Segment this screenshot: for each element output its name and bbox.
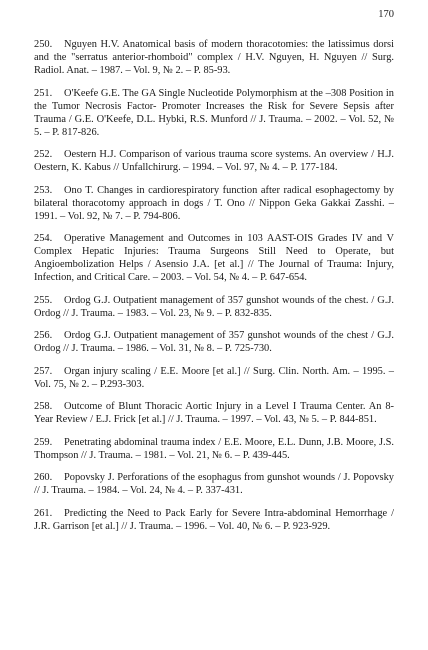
reference-number: 253. (34, 184, 53, 196)
reference-text: Ordog G.J. Outpatient management of 357 gunshot wounds of the chest. / G.J. Ordog // J. Trauma. – 1983. – Vol. 23, № 9. – P. 832-835. (34, 294, 394, 319)
reference-number: 258. (34, 401, 53, 412)
reference-item (34, 38, 394, 77)
reference-item (34, 87, 394, 139)
reference-number: 251. (34, 87, 53, 99)
reference-number: 250. (34, 39, 53, 50)
reference-number: 257. (34, 365, 53, 377)
reference-list (34, 38, 394, 542)
reference-number: 256. (34, 330, 53, 341)
reference-item (34, 184, 394, 223)
reference-item (34, 436, 394, 462)
reference-text: Operative Management and Outcomes in 103 AAST-OIS Grades IV and V Complex Hepatic Injuries: Trauma Surgeons Still Need to Operate, but Angioembolization Helps / Asensio J.A. [et al.] // The Journal of Trauma: Injury, Infection, and Critical Care. – 2003. – Vol. 54, № 4. – P. 647-654. (34, 233, 394, 283)
reference-text: O'Keefe G.E. The GA Single Nucleotide Polymorphism at the –308 Position in the Tumor Necrosis Factor- Promoter Increases the Risk for Severe Sepsis after Trauma / G.E. O'Keefe, D.L. Hybki, R.S. Munford // J. Trauma. – 2002. – Vol. 52, № 5. – P. 817-826. (34, 87, 394, 138)
reference-item (34, 329, 394, 355)
reference-item (34, 507, 394, 533)
reference-number: 255. (34, 294, 53, 306)
reference-number: 261. (34, 507, 53, 519)
reference-text: Predicting the Need to Pack Early for Severe Intra-abdominal Hemorrhage / J.R. Garrison [et al.] // J. Trauma. – 1996. – Vol. 40, № 6. – P. 923-929. (34, 507, 394, 532)
reference-text: Organ injury scaling / E.E. Moore [et al.] // Surg. Clin. North. Am. – 1995. – Vol. 75, № 2. – P.293-303. (34, 365, 394, 390)
reference-text: Outcome of Blunt Thoracic Aortic Injury in a Level I Trauma Center. An 8-Year Review / E.J. Frick [et al.] // J. Trauma. – 1997. – Vol. 43, № 5. – P. 844-851. (34, 401, 394, 425)
reference-item (34, 148, 394, 174)
reference-item (34, 365, 394, 391)
reference-text: Popovsky J. Perforations of the esophagus from gunshot wounds / J. Popovsky // J. Trauma. – 1984. – Vol. 24, № 4. – P. 337-431. (34, 472, 394, 496)
page-number: 170 (378, 9, 394, 20)
reference-item (34, 294, 394, 320)
reference-number: 260. (34, 472, 53, 483)
reference-text: Penetrating abdominal trauma index / E.E. Moore, E.L. Dunn, J.B. Moore, J.S. Thompson // J. Trauma. – 1981. – Vol. 21, № 6. – P. 439-445. (34, 436, 394, 461)
reference-text: Ordog G.J. Outpatient management of 357 gunshot wounds of the chest / G.J. Ordog // J. Trauma. – 1986. – Vol. 31, № 8. – P. 725-730. (34, 330, 394, 354)
reference-item (34, 400, 394, 426)
reference-item (34, 232, 394, 284)
reference-text: Oestern H.J. Comparison of various trauma score systems. An overview / H.J. Oestern, K. Kabus // Unfallchirurg. – 1994. – Vol. 97, № 4. – P. 177-184. (34, 149, 394, 173)
reference-text: Nguyen H.V. Anatomical basis of modern thoracotomies: the latissimus dorsi and the "serratus anterior-rhomboid" complex / H.V. Nguyen, H. Nguyen // Surg. Radiol. Anat. – 1987. – Vol. 9, № 2. – P. 85-93. (34, 39, 394, 76)
reference-number: 252. (34, 149, 53, 160)
reference-item (34, 471, 394, 497)
reference-text: Ono T. Changes in cardiorespiratory function after radical esophagectomy by bilateral thoracotomy approach in dogs / T. Ono // Nippon Geka Gakkai Zasshi. – 1991. – Vol. 92, № 7. – P. 794-806. (34, 184, 394, 222)
reference-number: 254. (34, 233, 53, 244)
reference-number: 259. (34, 436, 53, 448)
